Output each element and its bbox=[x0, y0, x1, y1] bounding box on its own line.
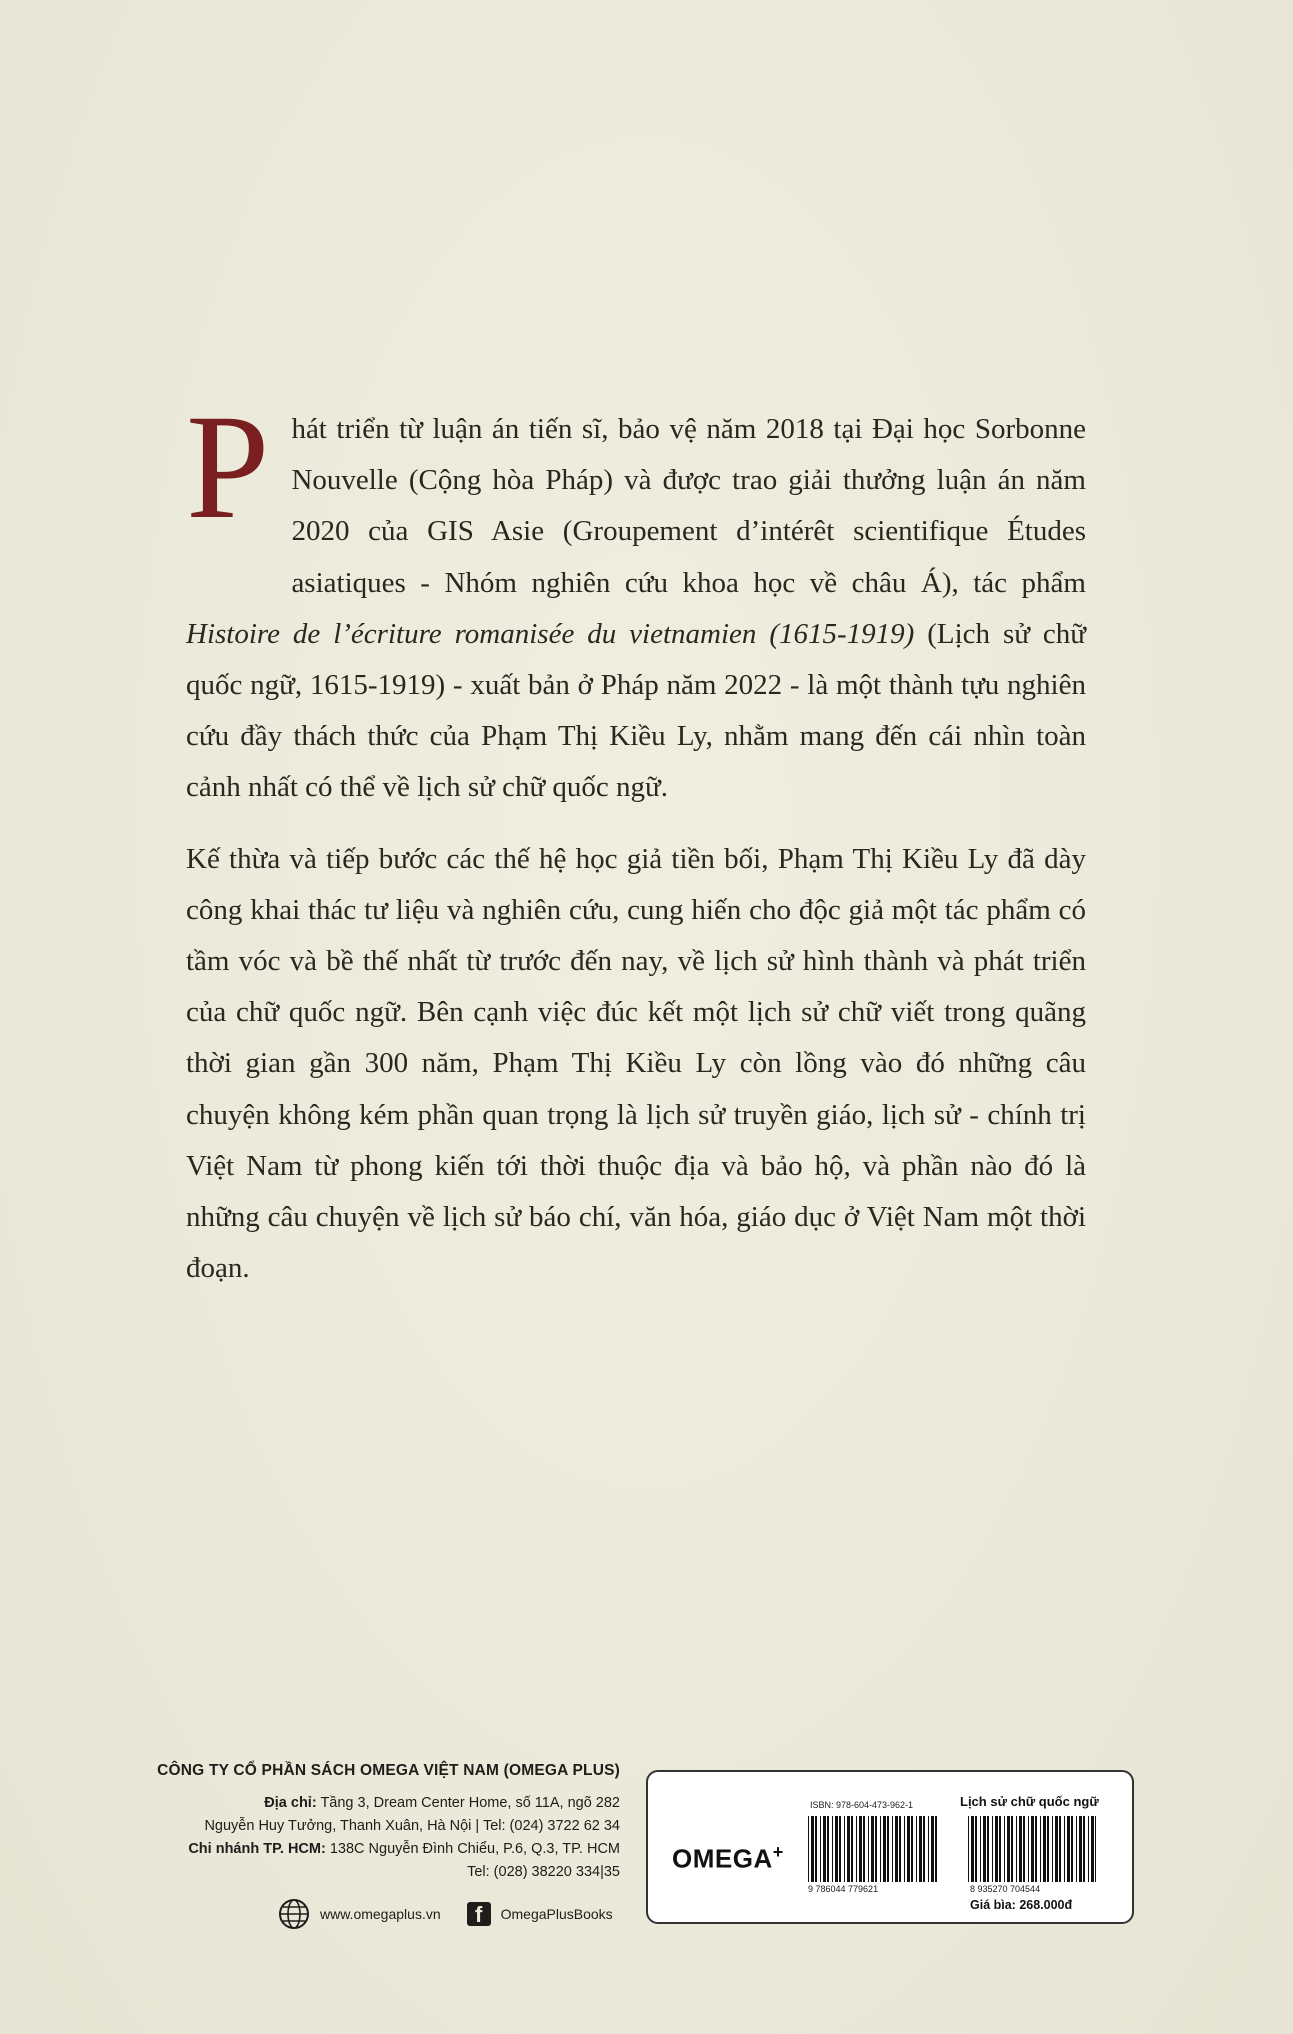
publisher-tel: Tel: (028) 38220 334|35 bbox=[467, 1864, 620, 1880]
address-line-1: Tầng 3, Dream Center Home, số 11A, ngõ 282 bbox=[316, 1795, 620, 1811]
paragraph-1-text-end: (Lịch sử chữ quốc ngữ, 1615-1919) - xuất bản ở Pháp năm 2022 - là một thành tựu nghiên cứu đầy thách thức của Phạm Thị Kiều Ly, nhằm mang đến cái nhìn toàn cảnh nhất có thể về lịch sử chữ quốc ngữ. bbox=[186, 617, 1086, 804]
ean-digits: 8 935270 704544 bbox=[970, 1884, 1041, 1894]
barcode-stripe bbox=[907, 1816, 910, 1882]
publisher-info bbox=[130, 1762, 620, 1930]
barcode-stripe bbox=[1079, 1816, 1082, 1882]
barcode-stripe bbox=[856, 1816, 857, 1882]
barcode-stripe bbox=[892, 1816, 893, 1882]
omega-logo-text: OMEGA bbox=[672, 1843, 773, 1874]
barcode-stripe bbox=[1031, 1816, 1034, 1882]
barcode-stripe bbox=[992, 1816, 993, 1882]
barcode-stripe bbox=[911, 1816, 913, 1882]
omega-plus-logo bbox=[672, 1842, 784, 1875]
barcode-stripe bbox=[863, 1816, 865, 1882]
barcode-stripe bbox=[1019, 1816, 1022, 1882]
barcode-stripe bbox=[868, 1816, 869, 1882]
website-link[interactable]: www.omegaplus.vn bbox=[320, 1906, 441, 1922]
barcode-stripe bbox=[1091, 1816, 1094, 1882]
barcode-stripe bbox=[1083, 1816, 1085, 1882]
barcode-stripe bbox=[1067, 1816, 1070, 1882]
barcode-stripe bbox=[999, 1816, 1001, 1882]
barcode-stripe bbox=[811, 1816, 814, 1882]
barcode-stripe bbox=[1023, 1816, 1025, 1882]
publisher-contacts bbox=[130, 1898, 620, 1930]
paragraph-1-first-line: hát triển từ luận án tiến sĩ, bảo vệ năm 2018 tại Đại học bbox=[291, 413, 966, 445]
barcode-stripe bbox=[916, 1816, 917, 1882]
publisher-address-1 bbox=[130, 1792, 620, 1815]
paragraph-1-text: Sorbonne Nouvelle (Cộng hòa Pháp) và được trao giải thưởng luận án năm 2020 của GIS Asie (Groupement d’intérêt scientifique Études asiatiques - Nhóm nghiên cứu khoa học về châu Á), tác phẩm bbox=[291, 413, 1086, 599]
barcode-stripe bbox=[983, 1816, 986, 1882]
barcode-stripe bbox=[859, 1816, 862, 1882]
publisher-name: CÔNG TY CỔ PHẦN SÁCH OMEGA VIỆT NAM (OMEGA PLUS) bbox=[157, 1762, 620, 1779]
barcode-stripe bbox=[1055, 1816, 1058, 1882]
synopsis-paragraph-1 bbox=[186, 384, 1086, 814]
barcode-stripe bbox=[899, 1816, 901, 1882]
barcode-stripe bbox=[847, 1816, 850, 1882]
barcode-stripe bbox=[1047, 1816, 1049, 1882]
barcode-panel bbox=[646, 1770, 1134, 1924]
barcode-stripe bbox=[851, 1816, 853, 1882]
barcode-stripe bbox=[1071, 1816, 1073, 1882]
facebook-icon: f bbox=[467, 1902, 491, 1926]
book-original-title: Histoire de l’écriture romanisée du vietnamien (1615-1919) bbox=[186, 617, 915, 650]
barcode-stripe bbox=[875, 1816, 877, 1882]
globe-icon bbox=[278, 1898, 310, 1930]
isbn-digits: 9 786044 779621 bbox=[808, 1884, 879, 1894]
barcode-stripe bbox=[844, 1816, 845, 1882]
synopsis-paragraph-2: Kế thừa và tiếp bước các thế hệ học giả tiền bối, Phạm Thị Kiều Ly đã dày công khai thác tư liệu và nghiên cứu, cung hiến cho độc giả một tác phẩm có tầm vóc và bề thế nhất từ trước đến nay, về lịch sử hình thành và phát triển của chữ quốc ngữ. Bên cạnh việc đúc kết một lịch sử chữ viết trong quãng thời gian gần 300 năm, Phạm Thị Kiều Ly còn lồng vào đó những câu chuyện không kém phần quan trọng là lịch sử truyền giáo, lịch sử - chính trị Việt Nam từ phong kiến tới thời thuộc địa và bảo hộ, và phần nào đó là những câu chuyện về lịch sử báo chí, văn hóa, giáo dục ở Việt Nam một thời đoạn. bbox=[186, 842, 1086, 1285]
barcode-stripe bbox=[975, 1816, 977, 1882]
barcode-stripe bbox=[827, 1816, 829, 1882]
book-title-label: Lịch sử chữ quốc ngữ bbox=[960, 1794, 1099, 1809]
barcode-stripe bbox=[1095, 1816, 1096, 1882]
isbn-barcode bbox=[808, 1816, 938, 1882]
publisher-branch bbox=[130, 1838, 620, 1861]
branch-label: Chi nhánh TP. HCM: bbox=[188, 1841, 326, 1857]
barcode-stripe bbox=[835, 1816, 838, 1882]
drop-cap: P bbox=[186, 384, 270, 550]
barcode-stripe bbox=[871, 1816, 874, 1882]
address-label: Địa chỉ: bbox=[264, 1795, 317, 1811]
omega-logo-plus: + bbox=[772, 1842, 784, 1862]
barcode-stripe bbox=[1052, 1816, 1053, 1882]
branch-address: 138C Nguyễn Đình Chiểu, P.6, Q.3, TP. HCM bbox=[325, 1841, 620, 1857]
barcode-stripe bbox=[904, 1816, 905, 1882]
barcode-stripe bbox=[987, 1816, 989, 1882]
barcode-stripe bbox=[832, 1816, 833, 1882]
barcode-stripe bbox=[823, 1816, 826, 1882]
barcode-stripe bbox=[1088, 1816, 1089, 1882]
barcode-stripe bbox=[1035, 1816, 1037, 1882]
barcode-stripe bbox=[887, 1816, 889, 1882]
barcode-stripe bbox=[815, 1816, 817, 1882]
price-label: Giá bìa: 268.000đ bbox=[970, 1898, 1073, 1912]
barcode-stripe bbox=[935, 1816, 937, 1882]
facebook-page[interactable]: OmegaPlusBooks bbox=[500, 1906, 613, 1922]
barcode-stripe bbox=[931, 1816, 934, 1882]
barcode-stripe bbox=[880, 1816, 881, 1882]
barcode-stripe bbox=[1004, 1816, 1005, 1882]
barcode-stripe bbox=[968, 1816, 969, 1882]
barcode-stripe bbox=[1064, 1816, 1065, 1882]
barcode-stripe bbox=[1043, 1816, 1046, 1882]
barcode-stripe bbox=[883, 1816, 886, 1882]
barcode-stripe bbox=[923, 1816, 925, 1882]
publisher-address-2: Nguyễn Huy Tưởng, Thanh Xuân, Hà Nội | Tel: (024) 3722 62 34 bbox=[204, 1818, 620, 1834]
barcode-stripe bbox=[839, 1816, 841, 1882]
barcode-stripe bbox=[1076, 1816, 1077, 1882]
barcode-stripe bbox=[895, 1816, 898, 1882]
barcode-stripe bbox=[1007, 1816, 1010, 1882]
barcode-stripe bbox=[820, 1816, 821, 1882]
ean-barcode bbox=[968, 1816, 1096, 1882]
barcode-stripe bbox=[971, 1816, 974, 1882]
barcode-stripe bbox=[1040, 1816, 1041, 1882]
synopsis bbox=[186, 384, 1086, 1294]
barcode-stripe bbox=[1059, 1816, 1061, 1882]
barcode-stripe bbox=[919, 1816, 922, 1882]
barcode-stripe bbox=[1011, 1816, 1013, 1882]
barcode-stripe bbox=[928, 1816, 929, 1882]
barcode-stripe bbox=[995, 1816, 998, 1882]
barcode-stripe bbox=[808, 1816, 809, 1882]
barcode-stripe bbox=[1016, 1816, 1017, 1882]
isbn-label: ISBN: 978-604-473-962-1 bbox=[810, 1800, 914, 1810]
barcode-stripe bbox=[980, 1816, 981, 1882]
barcode-stripe bbox=[1028, 1816, 1029, 1882]
